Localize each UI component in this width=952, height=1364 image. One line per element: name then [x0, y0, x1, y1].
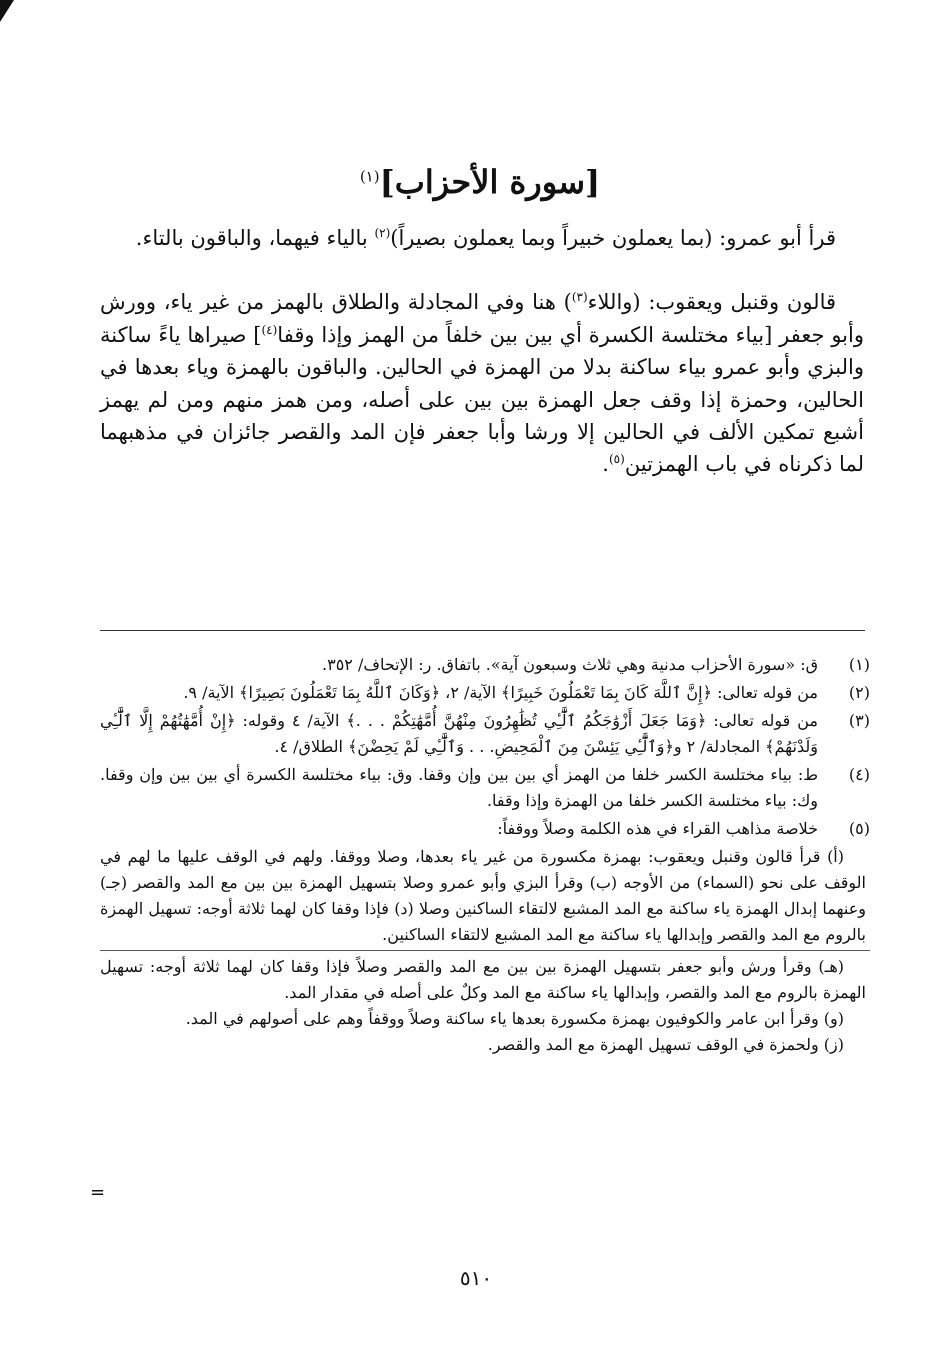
page-corner-mark — [0, 0, 14, 22]
footnote-5-item-w: (و) وقرأ ابن عامر والكوفيون بهمزة مكسورة بعدها ياء ساكنة وصلاً ووقفاً وهم على أصولهم في المد. — [185, 1009, 844, 1028]
continuation-mark: = — [90, 1182, 106, 1203]
footnote-1 — [100, 652, 870, 678]
footnote-4 — [100, 762, 870, 814]
footnote-text: خلاصة مذاهب القراء في هذه الكلمة وصلاً ووقفاً: — [497, 819, 818, 838]
paragraph-2-part-b: ) هنا وفي المجادلة والطلاق بالهمز من غير ياء، وورش وأبو جعفر [بياء مختلسة الكسرة أي بين بين خلفاً من الهمز وإذا وقفا — [100, 290, 864, 347]
footnote-5-item-a: (أ) قرأ قالون وقنبل ويعقوب: بهمزة مكسورة من غير ياء بعدها، وصلا ووقفا. ولهم في الوقف عليها ما لهم في الوقف على نحو (السماء) من الأوجه (ب) وقرأ البزي وأبو عمرو وصلا بتسهيل الهمزة بين بين مع المد والقصر (جـ) وعنهما إبدال الهمزة ياء ساكنة مع المد المشبع لالتقاء الساكنين وصلا (د) فإذا وقفا كان لهما ثلاثة أوجه: تسهيل الهمزة بالروم مع المد والقصر وإبدالها ياء ساكنة مع المد المشبع لالتقاء الساكنين. — [100, 847, 867, 944]
footnote-5 — [100, 816, 870, 842]
paragraph-1 — [100, 222, 864, 254]
paragraph-1-part-b: بالياء فيهما، والباقون بالتاء. — [135, 226, 375, 250]
footnote-ref-4: (٤) — [261, 322, 278, 337]
footnote-5-item-z: (ز) ولحمزة في الوقف تسهيل الهمزة مع المد والقصر. — [487, 1035, 844, 1054]
title-footnote-ref: (١) — [359, 167, 380, 186]
footnotes-section — [100, 652, 870, 1058]
footnote-divider — [100, 630, 865, 631]
footnote-5-item-h: (هـ) وقرأ ورش وأبو جعفر بتسهيل الهمزة بين بين مع المد والقصر وصلاً فإذا وقفا كان لهما ثلاثة أوجه: تسهيل الهمزة بالروم مع المد والقصر، وإبدالها ياء ساكنة مع المد وكلٌ على أصله في مقدار المد. — [100, 950, 870, 1006]
footnote-2 — [100, 680, 870, 706]
footnote-number: (٣) — [848, 711, 870, 730]
footnote-text: ق: «سورة الأحزاب مدنية وهي ثلاث وسبعون آية». باتفاق. ر: الإتحاف/ ٣٥٢. — [322, 655, 818, 674]
footnote-number: (٢) — [848, 683, 870, 702]
surah-title-text: [سورة الأحزاب] — [379, 163, 601, 201]
surah-title — [100, 158, 860, 206]
paragraph-2 — [100, 286, 864, 480]
footnote-ref-2: (٢) — [374, 226, 391, 240]
footnote-text: من قوله تعالى: ﴿وَمَا جَعَلَ أَزْوَٰجَكُمُ ٱلَّٰٓـِٔي تُظَٰهِرُونَ مِنْهُنَّ أُمَّهَٰتِكُمْ . . .﴾ الآية/ ٤ وقوله: ﴿إِنْ أُمَّهَٰتُهُمْ إِلَّا ٱلَّٰٓـِٔي وَلَدْنَهُمْ﴾ المجادلة/ ٢ و﴿وَٱلَّٰٓـِٔي يَئِسْنَ مِنَ ٱلْمَحِيضِ. . . وَٱلَّٰٓـِٔي لَمْ يَحِضْنَ﴾ الطلاق/ ٤. — [100, 711, 819, 756]
paragraph-2-part-d: . — [602, 452, 609, 477]
footnote-number: (١) — [848, 655, 870, 674]
page-number: ٥١٠ — [459, 1266, 493, 1290]
footnote-number: (٤) — [848, 765, 870, 784]
paragraph-2-part-c: ] صيراها ياءً ساكنة والبزي وأبو عمرو بياء ساكنة بدلا من الهمزة في الحالين. والباقون بالهمزة وياء بعدها في الحالين، وحمزة إذا وقف جعل الهمزة بين بين على أصله، ومن همز منهم ومن لم يهمز أشبع تمكين الألف في الحالين إلا ورشا وأبا جعفر فإن المد والقصر جائزان في مذهبهما لما ذكرناه في باب الهمزتين — [100, 322, 864, 477]
footnote-number: (٥) — [848, 819, 870, 838]
footnote-3 — [100, 708, 870, 760]
footnote-text: من قوله تعالى: ﴿إِنَّ ٱللَّهَ كَانَ بِمَا تَعْمَلُونَ خَبِيرًا﴾ الآية/ ٢، ﴿وَكَانَ ٱللَّهُ بِمَا تَعْمَلُونَ بَصِيرًا﴾ الآية/ ٩. — [183, 683, 818, 702]
footnote-text: ط: بياء مختلسة الكسر خلفا من الهمز أي بين بين وإن وقفا. وق: بياء مختلسة الكسرة أي بين بين وإن وقفا. وك: بياء مختلسة الكسر خلفا من الهمزة وإذا وقفا. — [100, 765, 819, 810]
footnote-ref-5: (٥) — [608, 452, 625, 467]
paragraph-1-part-a: قرأ أبو عمرو: (بما يعملون خبيراً وبما يعملون بصيراً) — [390, 226, 836, 250]
main-text — [100, 222, 864, 481]
paragraph-2-part-a: قالون وقنبل ويعقوب: (واللاء — [587, 290, 837, 315]
footnote-ref-3: (٣) — [571, 290, 588, 305]
